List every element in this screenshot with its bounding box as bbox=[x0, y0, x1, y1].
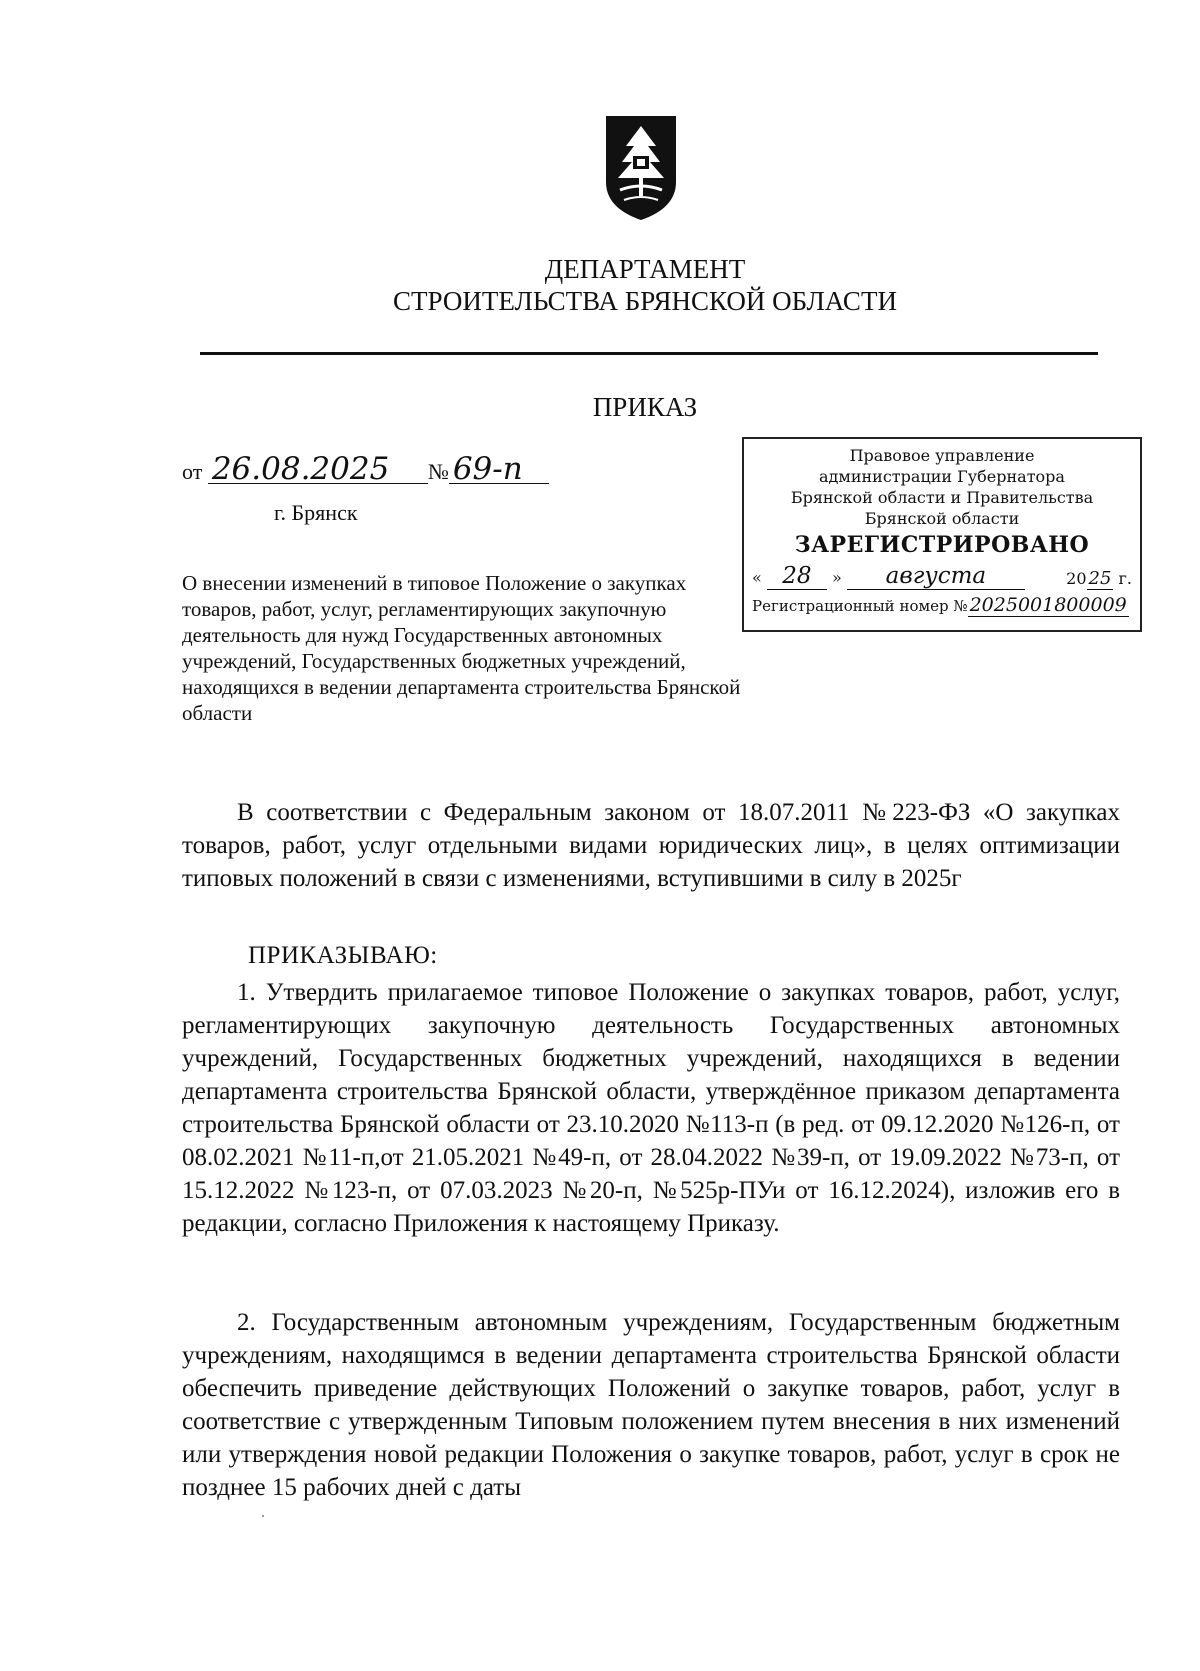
number-prefix: № bbox=[427, 459, 449, 484]
stamp-quote-open: « bbox=[752, 568, 762, 587]
stamp-line2: администрации Губернатора bbox=[819, 467, 1065, 486]
order-subject: О внесении изменений в типовое Положение о закупках товаров, работ, услуг, регламентирующих закупочную деятельность для нужд Государственных автономных учреждений, Государственных бюджетных учреждений, находящихся в ведении департамента строительства Брянской области bbox=[182, 571, 741, 725]
document-title: ПРИКАЗ bbox=[592, 392, 698, 422]
registration-stamp bbox=[742, 437, 1142, 632]
stamp-reg-label: Регистрационный номер № bbox=[752, 597, 968, 615]
stamp-reg-number: 2025001800009 bbox=[969, 594, 1127, 616]
order-city: г. Брянск bbox=[274, 500, 358, 525]
order-item-1: 1. Утвердить прилагаемое типовое Положение о закупках товаров, работ, услуг, регламентирующих закупочную деятельность Государственных автономных учреждений, Государственных бюджетных учреждений, находящихся в ведении департамента строительства Брянской области, утверждённое приказом департамента строительства Брянской области от 23.10.2020 №113-п (в ред. от 09.12.2020 №126-п, от 08.02.2021 №11-п,от 21.05.2021 №49-п, от 28.04.2022 №39-п, от 19.09.2022 №73-п, от 15.12.2022 №123-п, от 07.03.2023 №20-п, №525р-ПУи от 16.12.2024), изложив его в редакции, согласно Приложения к настоящему Приказу. bbox=[182, 979, 1120, 1237]
date-prefix: от bbox=[182, 459, 203, 484]
stamp-year-suffix: 25 bbox=[1088, 568, 1112, 589]
stamp-date-row bbox=[744, 563, 1140, 590]
order-number: 69-п bbox=[449, 455, 549, 484]
brjansk-coat-of-arms-icon bbox=[602, 112, 680, 224]
department-name-line1: ДЕПАРТАМЕНТ bbox=[544, 254, 746, 284]
stamp-line4: Брянской области bbox=[864, 509, 1020, 528]
prikazyvayu-heading: ПРИКАЗЫВАЮ: bbox=[248, 942, 438, 969]
stamp-quote-close: » bbox=[831, 568, 842, 587]
scan-speck bbox=[262, 1515, 264, 1517]
stamp-year-unit: г. bbox=[1118, 569, 1132, 588]
preamble-paragraph: В соответствии с Федеральным законом от 18.07.2011 №223-ФЗ «О закупках товаров, работ, услуг отдельными видами юридических лиц», в целях оптимизации типовых положений в связи с изменениями, вступившими в силу в 2025г bbox=[182, 799, 1120, 892]
header-divider bbox=[200, 352, 1098, 355]
stamp-registered: ЗАРЕГИСТРИРОВАНО bbox=[794, 532, 1090, 558]
stamp-line3: Брянской области и Правительства bbox=[790, 488, 1094, 507]
order-date-line bbox=[182, 451, 549, 487]
stamp-day: 28 bbox=[767, 563, 827, 590]
stamp-month: августа bbox=[847, 563, 1025, 590]
stamp-registration-number-row bbox=[744, 594, 1140, 617]
stamp-year-prefix: 20 bbox=[1066, 569, 1087, 588]
stamp-line1: Правовое управление bbox=[849, 446, 1035, 465]
department-name-line2: СТРОИТЕЛЬСТВА БРЯНСКОЙ ОБЛАСТИ bbox=[393, 286, 897, 316]
order-item-2: 2. Государственным автономным учреждениям, Государственным бюджетным учреждениям, находящимся в ведении департамента строительства Брянской области обеспечить приведение действующих Положений о закупке товаров, работ, услуг в соответствие с утвержденным Типовым положением путем внесения в них изменений или утверждения новой редакции Положения о закупке товаров, работ, услуг в срок не позднее 15 рабочих дней с даты bbox=[182, 1309, 1120, 1501]
order-date: 26.08.2025 bbox=[208, 455, 428, 484]
